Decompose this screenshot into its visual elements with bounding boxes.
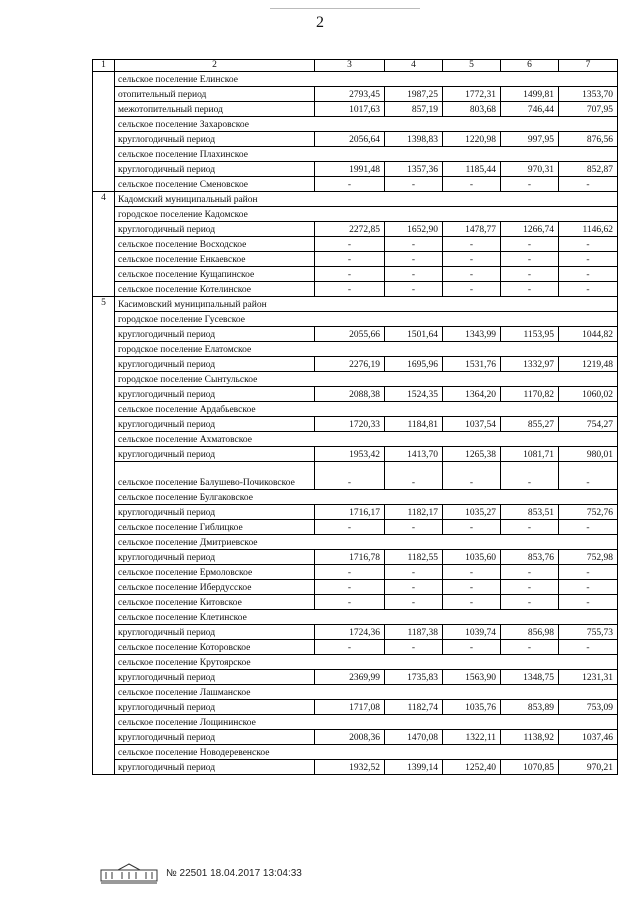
value-cell: 2055,66 bbox=[315, 327, 385, 342]
value-cell: 2056,64 bbox=[315, 132, 385, 147]
table-row bbox=[93, 372, 618, 387]
value-cell: 2008,36 bbox=[315, 730, 385, 745]
row-label: сельское поселение Енкаевское bbox=[115, 252, 315, 267]
row-label: круглогодичный период bbox=[115, 730, 315, 745]
table-row bbox=[93, 72, 618, 87]
value-cell: 1170,82 bbox=[501, 387, 559, 402]
table-row bbox=[93, 207, 618, 222]
table-row bbox=[93, 580, 618, 595]
row-label: сельское поселение Балушево-Почиковское bbox=[115, 462, 315, 490]
value-cell: - bbox=[443, 565, 501, 580]
table-row bbox=[93, 342, 618, 357]
value-cell: 1357,36 bbox=[385, 162, 443, 177]
value-cell: 803,68 bbox=[443, 102, 501, 117]
table-row bbox=[93, 640, 618, 655]
table-row bbox=[93, 655, 618, 670]
value-cell: 1266,74 bbox=[501, 222, 559, 237]
row-label: круглогодичный период bbox=[115, 700, 315, 715]
column-header: 5 bbox=[443, 60, 501, 72]
column-header: 7 bbox=[559, 60, 618, 72]
table-row bbox=[93, 550, 618, 565]
row-label: сельское поселение Крутоярское bbox=[115, 655, 618, 670]
value-cell: 1138,92 bbox=[501, 730, 559, 745]
value-cell: - bbox=[501, 565, 559, 580]
value-cell: 1146,62 bbox=[559, 222, 618, 237]
value-cell: 1932,52 bbox=[315, 760, 385, 775]
building-logo-icon bbox=[100, 862, 158, 884]
value-cell: 1695,96 bbox=[385, 357, 443, 372]
value-cell: - bbox=[315, 267, 385, 282]
value-cell: 1499,81 bbox=[501, 87, 559, 102]
table-row bbox=[93, 447, 618, 462]
value-cell: - bbox=[443, 282, 501, 297]
value-cell: - bbox=[315, 580, 385, 595]
column-header: 6 bbox=[501, 60, 559, 72]
row-label: Касимовский муниципальный район bbox=[115, 297, 618, 312]
value-cell: - bbox=[385, 237, 443, 252]
value-cell: - bbox=[443, 252, 501, 267]
value-cell: 752,98 bbox=[559, 550, 618, 565]
value-cell: - bbox=[501, 640, 559, 655]
footer bbox=[100, 862, 302, 884]
row-label: круглогодичный период bbox=[115, 327, 315, 342]
value-cell: 1332,97 bbox=[501, 357, 559, 372]
table-row bbox=[93, 327, 618, 342]
row-label: сельское поселение Елинское bbox=[115, 72, 618, 87]
value-cell: - bbox=[559, 252, 618, 267]
table-row bbox=[93, 490, 618, 505]
value-cell: - bbox=[501, 282, 559, 297]
row-label: сельское поселение Ахматовское bbox=[115, 432, 618, 447]
row-label: сельское поселение Сменовское bbox=[115, 177, 315, 192]
value-cell: - bbox=[385, 282, 443, 297]
table-row bbox=[93, 417, 618, 432]
value-cell: - bbox=[315, 282, 385, 297]
row-label: сельское поселение Котелинское bbox=[115, 282, 315, 297]
value-cell: 1070,85 bbox=[501, 760, 559, 775]
value-cell: - bbox=[315, 595, 385, 610]
column-header: 4 bbox=[385, 60, 443, 72]
row-label: круглогодичный период bbox=[115, 387, 315, 402]
row-label: круглогодичный период bbox=[115, 447, 315, 462]
value-cell: 853,89 bbox=[501, 700, 559, 715]
row-label: сельское поселение Ардабьевское bbox=[115, 402, 618, 417]
table-row bbox=[93, 730, 618, 745]
table-row bbox=[93, 297, 618, 312]
row-label: сельское поселение Гиблицкое bbox=[115, 520, 315, 535]
table-row bbox=[93, 505, 618, 520]
value-cell: 853,76 bbox=[501, 550, 559, 565]
value-cell: - bbox=[443, 640, 501, 655]
value-cell: 1182,74 bbox=[385, 700, 443, 715]
table-row bbox=[93, 357, 618, 372]
table-row bbox=[93, 625, 618, 640]
row-label: городское поселение Кадомское bbox=[115, 207, 618, 222]
value-cell: 1501,64 bbox=[385, 327, 443, 342]
value-cell: 1060,02 bbox=[559, 387, 618, 402]
value-cell: 1265,38 bbox=[443, 447, 501, 462]
value-cell: 1037,46 bbox=[559, 730, 618, 745]
value-cell: - bbox=[501, 237, 559, 252]
value-cell: 1724,36 bbox=[315, 625, 385, 640]
value-cell: 1772,31 bbox=[443, 87, 501, 102]
row-label: городское поселение Гусевское bbox=[115, 312, 618, 327]
table-row bbox=[93, 267, 618, 282]
value-cell: 755,73 bbox=[559, 625, 618, 640]
row-label: круглогодичный период bbox=[115, 760, 315, 775]
value-cell: 1081,71 bbox=[501, 447, 559, 462]
table-row bbox=[93, 192, 618, 207]
row-label: сельское поселение Захаровское bbox=[115, 117, 618, 132]
value-cell: - bbox=[315, 237, 385, 252]
table-row bbox=[93, 117, 618, 132]
value-cell: 746,44 bbox=[501, 102, 559, 117]
value-cell: 2276,19 bbox=[315, 357, 385, 372]
table-row bbox=[93, 432, 618, 447]
table-header-row bbox=[93, 60, 618, 72]
value-cell: - bbox=[501, 520, 559, 535]
value-cell: 1187,38 bbox=[385, 625, 443, 640]
table-row bbox=[93, 520, 618, 535]
table-row bbox=[93, 312, 618, 327]
value-cell: 852,87 bbox=[559, 162, 618, 177]
value-cell: 1524,35 bbox=[385, 387, 443, 402]
value-cell: 754,27 bbox=[559, 417, 618, 432]
value-cell: - bbox=[385, 177, 443, 192]
value-cell: 2088,38 bbox=[315, 387, 385, 402]
value-cell: 1470,08 bbox=[385, 730, 443, 745]
row-label: круглогодичный период bbox=[115, 670, 315, 685]
value-cell: - bbox=[501, 177, 559, 192]
row-number-cell: 4 bbox=[93, 192, 115, 297]
column-header: 2 bbox=[115, 60, 315, 72]
value-cell: - bbox=[559, 565, 618, 580]
value-cell: - bbox=[385, 252, 443, 267]
table-row bbox=[93, 565, 618, 580]
value-cell: 2793,45 bbox=[315, 87, 385, 102]
table-row bbox=[93, 700, 618, 715]
value-cell: 1716,17 bbox=[315, 505, 385, 520]
tariff-table bbox=[92, 59, 618, 775]
row-label: круглогодичный период bbox=[115, 550, 315, 565]
table-row bbox=[93, 670, 618, 685]
value-cell: 1017,63 bbox=[315, 102, 385, 117]
table-row bbox=[93, 402, 618, 417]
value-cell: 707,95 bbox=[559, 102, 618, 117]
value-cell: 1035,76 bbox=[443, 700, 501, 715]
row-label: сельское поселение Плахинское bbox=[115, 147, 618, 162]
value-cell: 1343,99 bbox=[443, 327, 501, 342]
row-label: межотопительный период bbox=[115, 102, 315, 117]
value-cell: 1182,17 bbox=[385, 505, 443, 520]
table-row bbox=[93, 177, 618, 192]
table-row bbox=[93, 535, 618, 550]
value-cell: 1184,81 bbox=[385, 417, 443, 432]
value-cell: 1039,74 bbox=[443, 625, 501, 640]
value-cell: 1399,14 bbox=[385, 760, 443, 775]
value-cell: 1037,54 bbox=[443, 417, 501, 432]
value-cell: - bbox=[559, 462, 618, 490]
value-cell: - bbox=[559, 267, 618, 282]
value-cell: 1398,83 bbox=[385, 132, 443, 147]
value-cell: - bbox=[559, 580, 618, 595]
table-row bbox=[93, 462, 618, 490]
row-label: сельское поселение Новодеревенское bbox=[115, 745, 618, 760]
row-label: круглогодичный период bbox=[115, 625, 315, 640]
table-row bbox=[93, 760, 618, 775]
value-cell: 1220,98 bbox=[443, 132, 501, 147]
table-row bbox=[93, 252, 618, 267]
value-cell: - bbox=[315, 252, 385, 267]
value-cell: 857,19 bbox=[385, 102, 443, 117]
value-cell: 752,76 bbox=[559, 505, 618, 520]
value-cell: 1563,90 bbox=[443, 670, 501, 685]
value-cell: 753,09 bbox=[559, 700, 618, 715]
value-cell: 1987,25 bbox=[385, 87, 443, 102]
row-label: Кадомский муниципальный район bbox=[115, 192, 618, 207]
value-cell: - bbox=[559, 177, 618, 192]
value-cell: 1991,48 bbox=[315, 162, 385, 177]
value-cell: 1735,83 bbox=[385, 670, 443, 685]
value-cell: 1953,42 bbox=[315, 447, 385, 462]
value-cell: - bbox=[559, 640, 618, 655]
value-cell: - bbox=[501, 267, 559, 282]
value-cell: 1044,82 bbox=[559, 327, 618, 342]
value-cell: 1231,31 bbox=[559, 670, 618, 685]
row-label: круглогодичный период bbox=[115, 222, 315, 237]
value-cell: 876,56 bbox=[559, 132, 618, 147]
value-cell: - bbox=[443, 580, 501, 595]
page-number: 2 bbox=[316, 14, 324, 31]
value-cell: - bbox=[385, 520, 443, 535]
value-cell: 1364,20 bbox=[443, 387, 501, 402]
value-cell: - bbox=[443, 177, 501, 192]
row-label: круглогодичный период bbox=[115, 132, 315, 147]
value-cell: - bbox=[501, 580, 559, 595]
value-cell: - bbox=[315, 177, 385, 192]
row-label: сельское поселение Лашманское bbox=[115, 685, 618, 700]
value-cell: - bbox=[501, 252, 559, 267]
value-cell: 1035,27 bbox=[443, 505, 501, 520]
value-cell: - bbox=[385, 595, 443, 610]
row-number-cell bbox=[93, 72, 115, 192]
value-cell: 853,51 bbox=[501, 505, 559, 520]
table-row bbox=[93, 237, 618, 252]
column-header: 3 bbox=[315, 60, 385, 72]
value-cell: 1720,33 bbox=[315, 417, 385, 432]
value-cell: 1185,44 bbox=[443, 162, 501, 177]
value-cell: 1531,76 bbox=[443, 357, 501, 372]
row-label: сельское поселение Лощининское bbox=[115, 715, 618, 730]
table-row bbox=[93, 685, 618, 700]
row-label: сельское поселение Китовское bbox=[115, 595, 315, 610]
row-label: сельское поселение Ермоловское bbox=[115, 565, 315, 580]
value-cell: - bbox=[385, 565, 443, 580]
value-cell: - bbox=[501, 462, 559, 490]
value-cell: 855,27 bbox=[501, 417, 559, 432]
scan-mark bbox=[270, 8, 420, 9]
table-row bbox=[93, 387, 618, 402]
row-label: круглогодичный период bbox=[115, 357, 315, 372]
value-cell: - bbox=[385, 580, 443, 595]
value-cell: - bbox=[559, 282, 618, 297]
value-cell: 2272,85 bbox=[315, 222, 385, 237]
row-label: сельское поселение Ибердусское bbox=[115, 580, 315, 595]
value-cell: 970,31 bbox=[501, 162, 559, 177]
value-cell: 1035,60 bbox=[443, 550, 501, 565]
row-label: сельское поселение Восходское bbox=[115, 237, 315, 252]
table-row bbox=[93, 132, 618, 147]
value-cell: - bbox=[443, 462, 501, 490]
value-cell: 1348,75 bbox=[501, 670, 559, 685]
document-stamp-text: № 22501 18.04.2017 13:04:33 bbox=[166, 867, 302, 879]
value-cell: - bbox=[443, 520, 501, 535]
row-label: отопительный период bbox=[115, 87, 315, 102]
value-cell: - bbox=[559, 595, 618, 610]
value-cell: 1252,40 bbox=[443, 760, 501, 775]
value-cell: 1153,95 bbox=[501, 327, 559, 342]
table-row bbox=[93, 282, 618, 297]
value-cell: - bbox=[315, 520, 385, 535]
row-label: городское поселение Сынтульское bbox=[115, 372, 618, 387]
row-number-cell: 5 bbox=[93, 297, 115, 775]
value-cell: - bbox=[315, 640, 385, 655]
value-cell: 2369,99 bbox=[315, 670, 385, 685]
value-cell: - bbox=[559, 237, 618, 252]
value-cell: - bbox=[385, 462, 443, 490]
value-cell: 856,98 bbox=[501, 625, 559, 640]
row-label: круглогодичный период bbox=[115, 505, 315, 520]
value-cell: - bbox=[385, 267, 443, 282]
row-label: круглогодичный период bbox=[115, 417, 315, 432]
value-cell: 1182,55 bbox=[385, 550, 443, 565]
row-label: сельское поселение Булгаковское bbox=[115, 490, 618, 505]
table-row bbox=[93, 610, 618, 625]
row-label: сельское поселение Кущапинское bbox=[115, 267, 315, 282]
value-cell: - bbox=[315, 565, 385, 580]
value-cell: - bbox=[501, 595, 559, 610]
table-row bbox=[93, 87, 618, 102]
value-cell: 1717,08 bbox=[315, 700, 385, 715]
table-row bbox=[93, 162, 618, 177]
value-cell: - bbox=[385, 640, 443, 655]
table-row bbox=[93, 715, 618, 730]
value-cell: 1652,90 bbox=[385, 222, 443, 237]
value-cell: 970,21 bbox=[559, 760, 618, 775]
value-cell: 980,01 bbox=[559, 447, 618, 462]
table-row bbox=[93, 595, 618, 610]
value-cell: 1219,48 bbox=[559, 357, 618, 372]
table-row bbox=[93, 745, 618, 760]
table-row bbox=[93, 147, 618, 162]
value-cell: 1478,77 bbox=[443, 222, 501, 237]
value-cell: 1353,70 bbox=[559, 87, 618, 102]
row-label: сельское поселение Которовское bbox=[115, 640, 315, 655]
value-cell: 1716,78 bbox=[315, 550, 385, 565]
value-cell: 1322,11 bbox=[443, 730, 501, 745]
table-row bbox=[93, 102, 618, 117]
row-label: сельское поселение Дмитриевское bbox=[115, 535, 618, 550]
value-cell: 997,95 bbox=[501, 132, 559, 147]
value-cell: - bbox=[559, 520, 618, 535]
table-row bbox=[93, 222, 618, 237]
row-label: круглогодичный период bbox=[115, 162, 315, 177]
value-cell: - bbox=[443, 237, 501, 252]
value-cell: 1413,70 bbox=[385, 447, 443, 462]
value-cell: - bbox=[443, 267, 501, 282]
value-cell: - bbox=[443, 595, 501, 610]
column-header: 1 bbox=[93, 60, 115, 72]
value-cell: - bbox=[315, 462, 385, 490]
row-label: сельское поселение Клетинское bbox=[115, 610, 618, 625]
row-label: городское поселение Елатомское bbox=[115, 342, 618, 357]
